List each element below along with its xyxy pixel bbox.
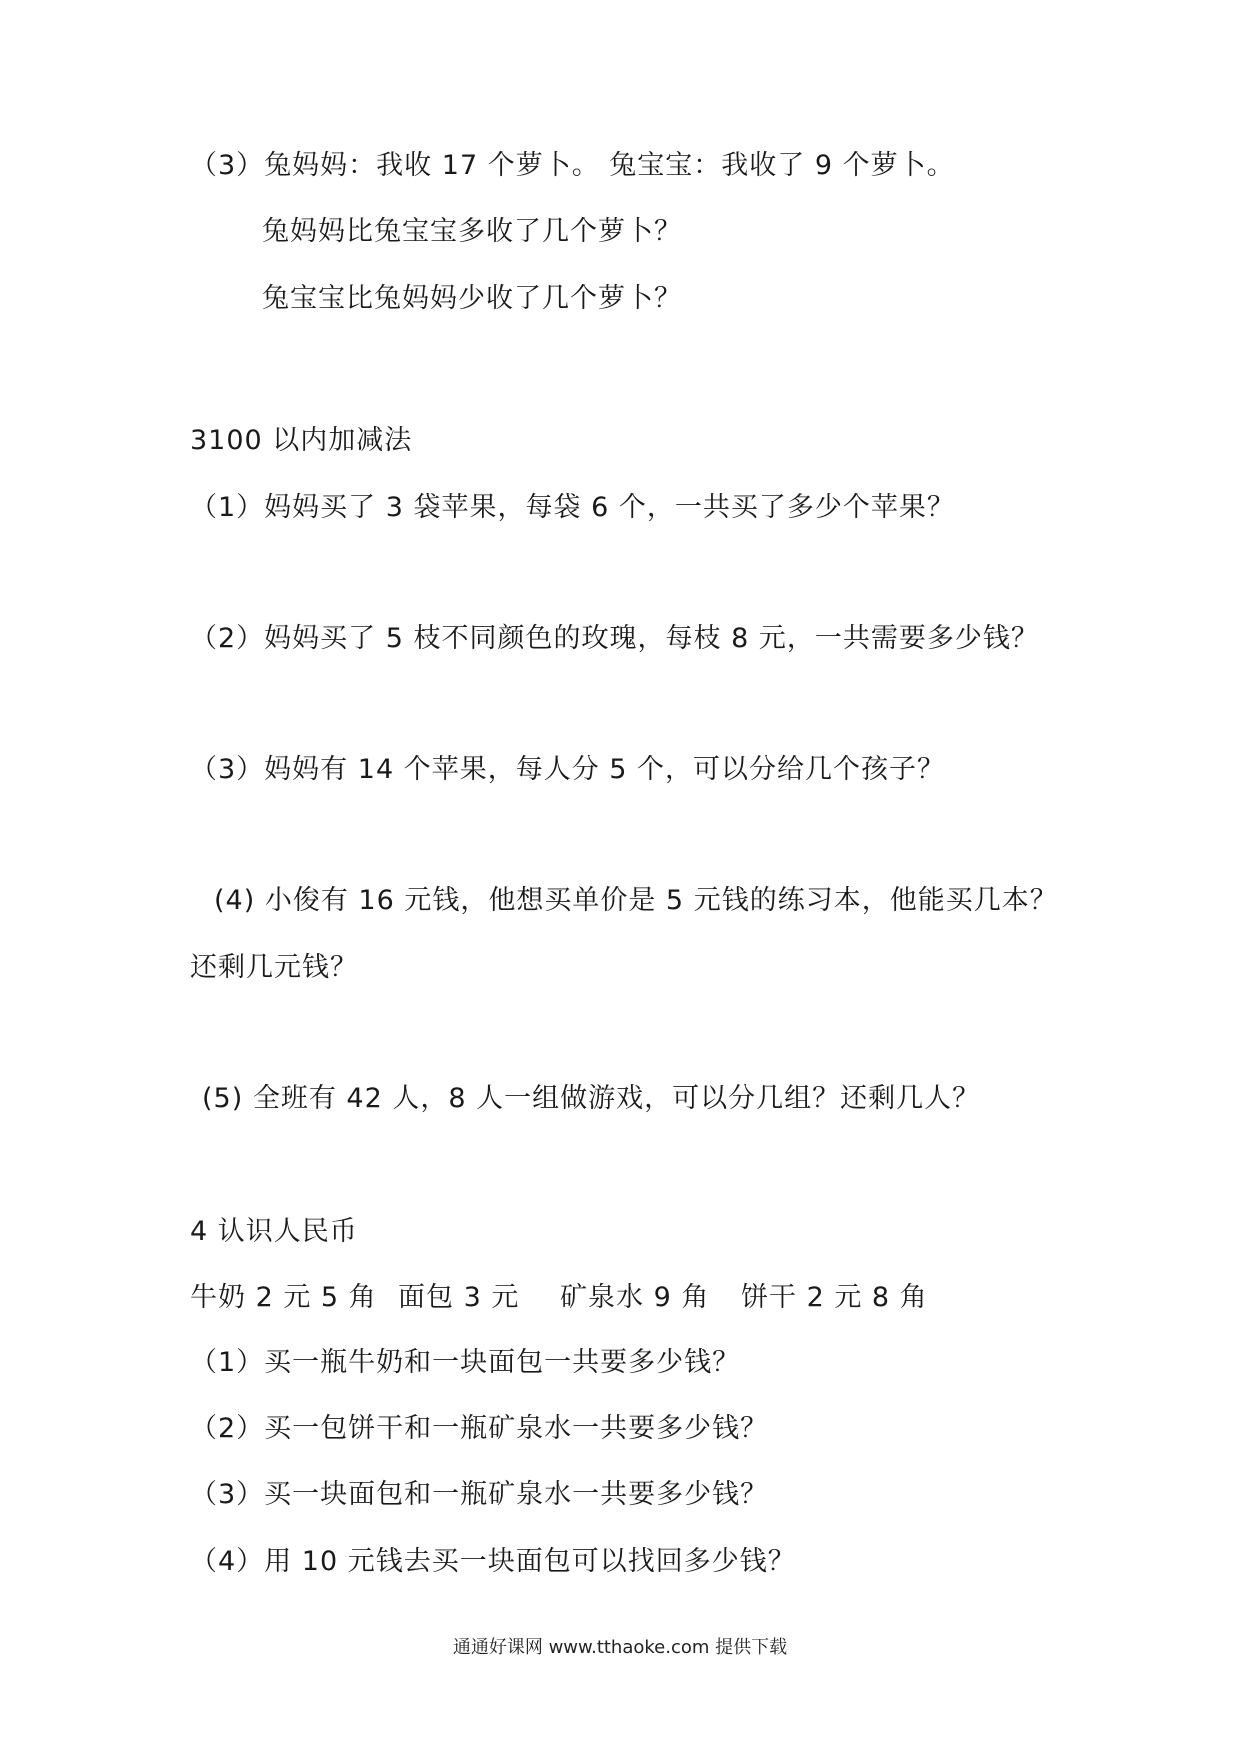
page-footer: 通通好课网 www.tthaoke.com 提供下载 (452, 1637, 788, 1658)
question-roses-cost: （2）妈妈买了 5 枝不同颜色的玫瑰，每枝 8 元，一共需要多少钱？ (190, 623, 1039, 654)
question-apples-share: （3）妈妈有 14 个苹果，每人分 5 个，可以分给几个孩子？ (190, 754, 946, 785)
question-rabbit-more: 兔妈妈比兔宝宝多收了几个萝卜？ (262, 216, 682, 247)
question-class-groups: (5) 全班有 42 人，8 人一组做游戏，可以分几组？还剩几人？ (202, 1083, 981, 1114)
question-rabbit-less: 兔宝宝比兔妈妈少收了几个萝卜？ (262, 283, 682, 314)
section-heading-rmb: 4 认识人民币 (190, 1216, 358, 1247)
question-rabbit-carrots: （3）兔妈妈：我收 17 个萝卜。 兔宝宝：我收了 9 个萝卜。 (190, 150, 955, 181)
question-bread-water: （3）买一块面包和一瓶矿泉水一共要多少钱？ (190, 1479, 769, 1510)
price-milk: 牛奶 2 元 5 角 (190, 1282, 377, 1313)
price-biscuit: 饼干 2 元 8 角 (741, 1282, 928, 1313)
question-notebooks-line2: 还剩几元钱？ (190, 952, 358, 983)
question-notebooks-line1: (4) 小俊有 16 元钱，他想买单价是 5 元钱的练习本，他能买几本？ (214, 885, 1058, 916)
question-apples-bags: （1）妈妈买了 3 袋苹果，每袋 6 个，一共买了多少个苹果？ (190, 492, 955, 523)
price-water: 矿泉水 9 角 (560, 1282, 710, 1313)
section-heading-add-sub: 3100 以内加减法 (190, 425, 413, 456)
price-bread: 面包 3 元 (398, 1282, 520, 1313)
question-change: （4）用 10 元钱去买一块面包可以找回多少钱？ (190, 1546, 796, 1577)
question-biscuit-water: （2）买一包饼干和一瓶矿泉水一共要多少钱？ (190, 1413, 769, 1444)
question-milk-bread: （1）买一瓶牛奶和一块面包一共要多少钱？ (190, 1347, 741, 1378)
